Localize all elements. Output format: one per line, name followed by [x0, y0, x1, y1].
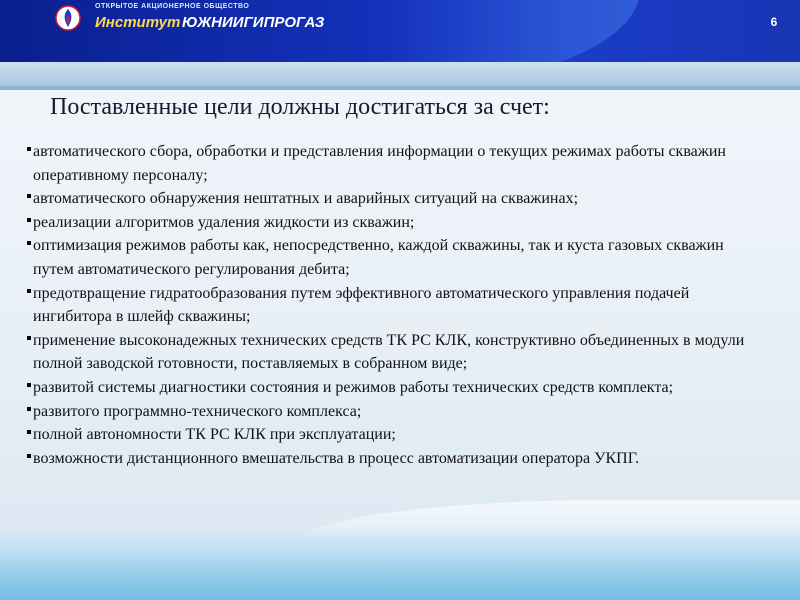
list-item: автоматического сбора, обработки и представления информации о текущих режимах работы скважин оперативному персоналу;	[27, 140, 767, 187]
bullet-list	[27, 140, 767, 540]
list-item: развитой системы диагностики состояния и режимов работы технических средств комплекта;	[27, 376, 767, 400]
list-item: предотвращение гидратообразования путем эффективного автоматического управления подачей ингибитора в шлейф скважины;	[27, 282, 767, 329]
slide-number: 6	[770, 15, 778, 29]
slide-title: Поставленные цели должны достигаться за счет:	[50, 94, 550, 120]
list-item: развитого программно-технического комплекса;	[27, 400, 767, 424]
header-decoration	[380, 0, 640, 62]
organization-name: ЮЖНИИГИПРОГАЗ	[182, 14, 325, 31]
institute-label: Институт	[95, 14, 181, 31]
company-type-label: ОТКРЫТОЕ АКЦИОНЕРНОЕ ОБЩЕСТВО	[95, 3, 250, 10]
header-stripe	[0, 62, 800, 88]
header-stripe-line	[0, 86, 800, 90]
list-item: полной автономности ТК РС КЛК при эксплуатации;	[27, 423, 767, 447]
company-logo-icon	[55, 5, 81, 31]
list-item: применение высоконадежных технических средств ТК РС КЛК, конструктивно объединенных в модули полной заводской готовности, поставляемых в собранном виде;	[27, 329, 767, 376]
list-item: оптимизация режимов работы как, непосредственно, каждой скважины, так и куста газовых скважин путем автоматического регулирования дебита;	[27, 234, 767, 281]
list-item: автоматического обнаружения нештатных и аварийных ситуаций на скважинах;	[27, 187, 767, 211]
list-item: возможности дистанционного вмешательства в процесс автоматизации оператора УКПГ.	[27, 447, 767, 471]
list-item: реализации алгоритмов удаления жидкости из скважин;	[27, 211, 767, 235]
